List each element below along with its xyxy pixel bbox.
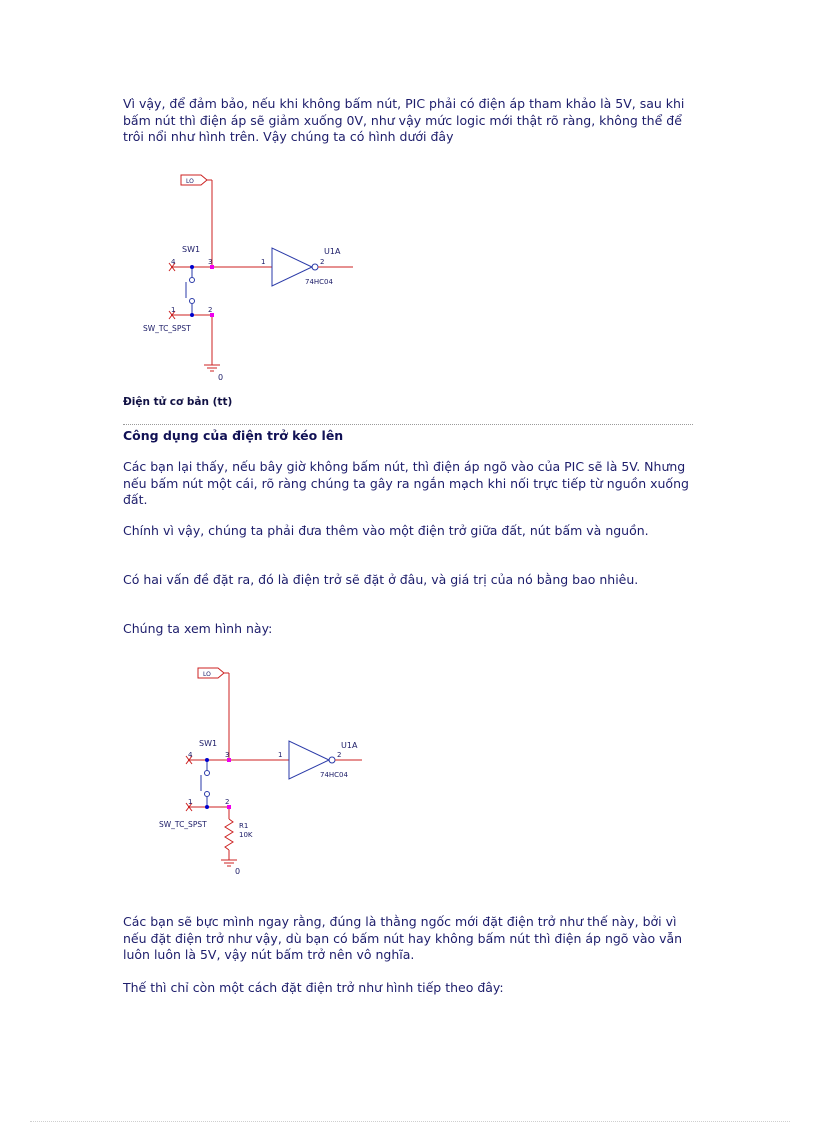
paragraph-short-circuit: Các bạn lại thấy, nếu bây giờ không bấm nút, thì điện áp ngõ vào của PIC sẽ là 5V. Nhưng nếu bấm nút một cái, rõ ràng chúng ta gây ra ngắn mạch khi nối trực tiếp từ nguồn xuống đất.	[123, 459, 689, 507]
switch-contact-bottom	[190, 299, 195, 304]
pin-number: 1	[171, 306, 176, 314]
switch-contact-bottom	[205, 792, 210, 797]
paragraph-questions: Có hai vấn đề đặt ra, đó là điện trở sẽ đặt ở đâu, và giá trị của nó bằng bao nhiêu.	[123, 572, 639, 587]
divider	[123, 424, 693, 425]
pin-number: 3	[208, 258, 213, 266]
paragraph-next-figure: Thế thì chỉ còn một cách đặt điện trở như hình tiếp theo đây:	[123, 980, 504, 995]
gate-part-label: 74HC04	[320, 771, 348, 779]
ground-label: 0	[235, 867, 241, 876]
switch-ref-label: SW1	[199, 739, 218, 748]
pin-number: 2	[208, 306, 213, 314]
switch-ref-label: SW1	[182, 245, 201, 254]
pin-number: 1	[188, 798, 193, 806]
pin-number: 3	[225, 751, 230, 759]
switch-part-label: SW_TC_SPST	[159, 820, 207, 829]
pin-number: 4	[188, 751, 193, 759]
paragraph-intro: Vì vậy, để đảm bảo, nếu khi không bấm nút, PIC phải có điện áp tham khảo là 5V, sau khi bấm nút thì điện áp sẽ giảm xuống 0V, như vậy mức logic mới thật rõ ràng, không thể để trôi nổi như hình trên. Vậy chúng ta có hình dưới đây	[123, 96, 685, 144]
switch-contact-top	[205, 771, 210, 776]
port-label: LO	[186, 178, 194, 185]
resistor-value-label: 10K	[239, 831, 253, 839]
junction	[205, 758, 209, 762]
schematic-resistor-below-switch	[152, 662, 382, 882]
section-caption: Điện tử cơ bản (tt)	[123, 396, 233, 408]
switch-contact-top	[190, 278, 195, 283]
resistor-symbol	[225, 819, 233, 850]
switch-part-label: SW_TC_SPST	[143, 324, 191, 333]
pin-number: 1	[278, 751, 283, 759]
port-symbol	[181, 175, 207, 185]
gate-part-label: 74HC04	[305, 278, 333, 286]
port-label: LO	[203, 671, 211, 678]
gate-ref-label: U1A	[324, 247, 341, 256]
section-heading: Công dụng của điện trở kéo lên	[123, 428, 344, 443]
junction	[190, 265, 194, 269]
pin-number: 1	[261, 258, 266, 266]
pin-number: 2	[337, 751, 342, 759]
paragraph-see-figure: Chúng ta xem hình này:	[123, 621, 273, 636]
port-symbol	[198, 668, 224, 678]
paragraph-add-resistor: Chính vì vậy, chúng ta phải đưa thêm vào một điện trở giữa đất, nút bấm và nguồn.	[123, 523, 649, 538]
pin-number: 2	[320, 258, 325, 266]
gate-ref-label: U1A	[341, 741, 358, 750]
pin-number: 2	[225, 798, 230, 806]
schematic-switch-without-resistor	[135, 170, 365, 385]
page-bottom-divider	[30, 1121, 790, 1122]
paragraph-criticism: Các bạn sẽ bực mình ngay rằng, đúng là thằng ngốc mới đặt điện trở như thế này, bởi vì nếu đặt điện trở như vậy, dù bạn có bấm nút hay không bấm nút thì điện áp ngõ vào vẫn luôn luôn là 5V, vậy nút bấm trở nên vô nghĩa.	[123, 914, 683, 962]
pin-number: 4	[171, 258, 176, 266]
resistor-ref-label: R1	[239, 822, 249, 830]
ground-label: 0	[218, 373, 224, 382]
